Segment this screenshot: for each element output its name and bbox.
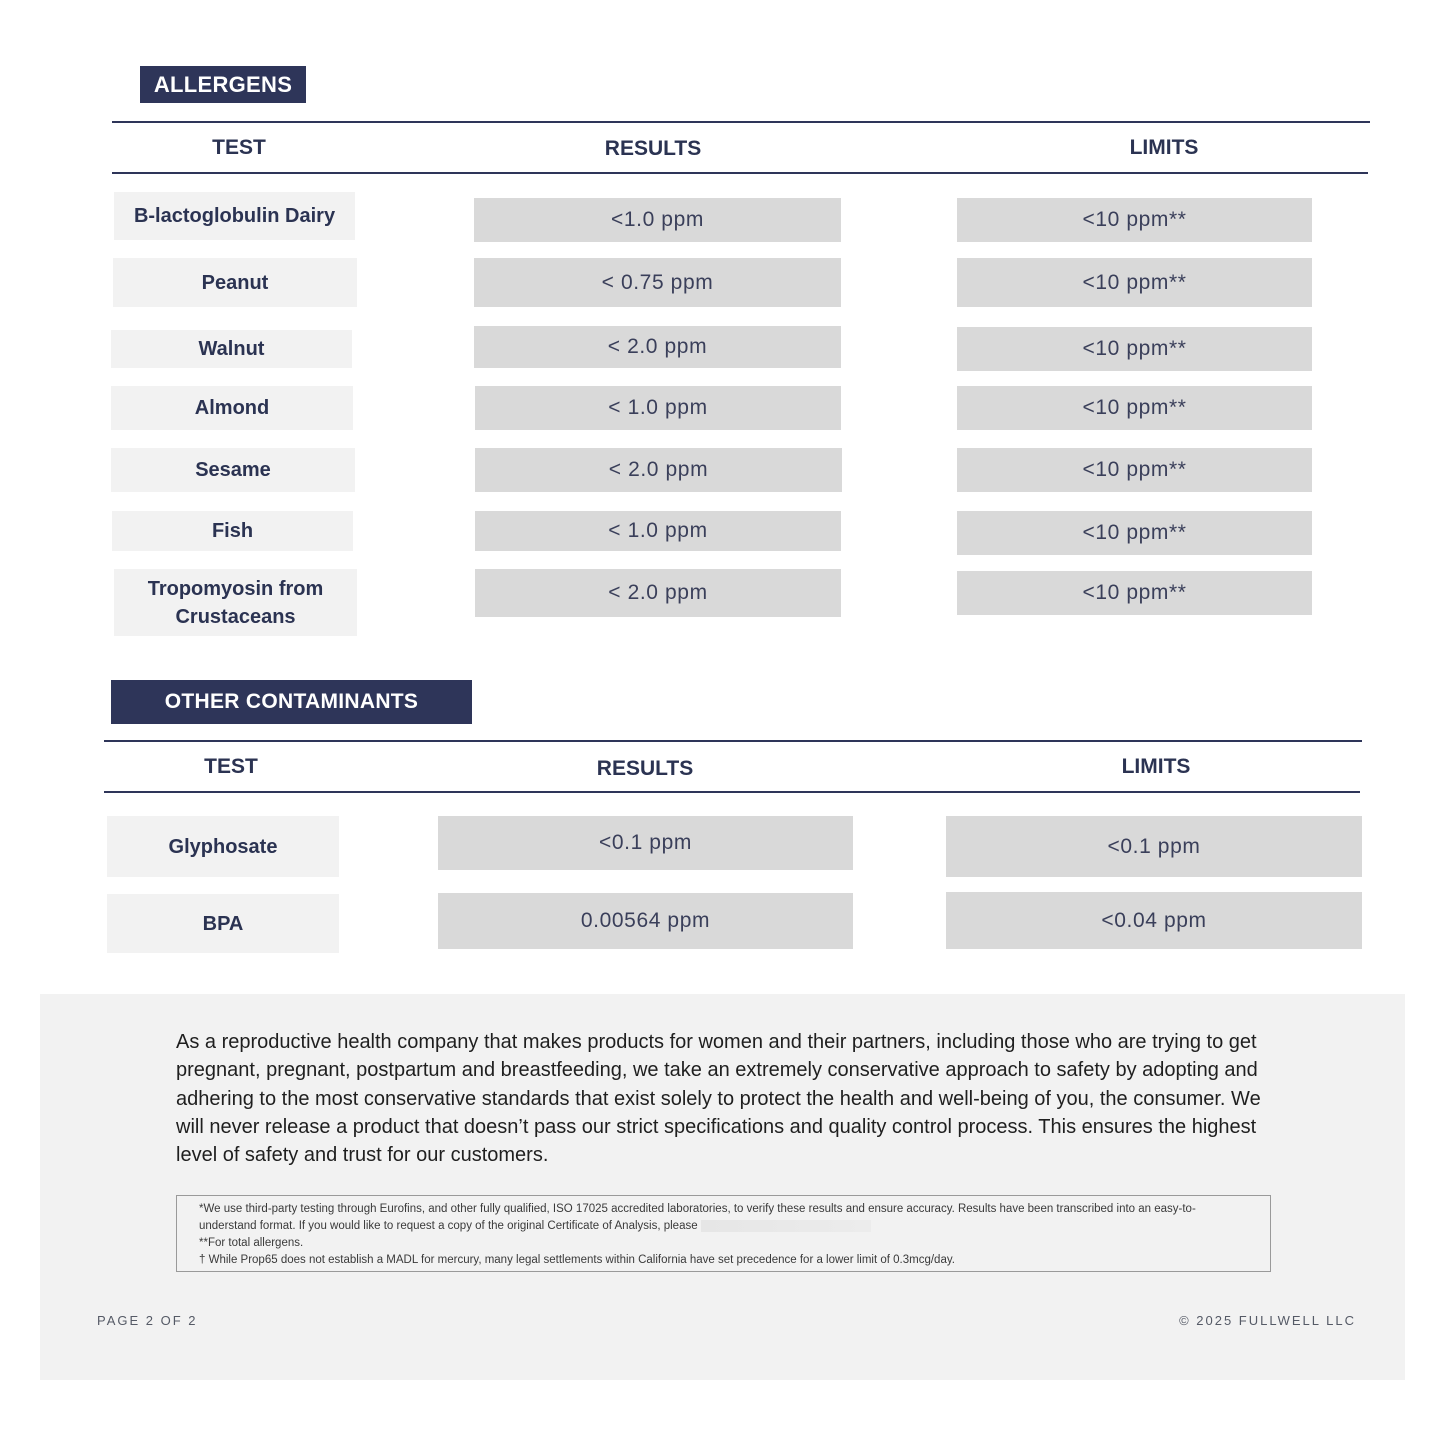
allergen-limit-cell: <10 ppm**	[957, 571, 1312, 615]
page-number: PAGE 2 OF 2	[97, 1313, 198, 1328]
footnotes-box	[176, 1195, 1271, 1272]
contaminant-result-cell: 0.00564 ppm	[438, 893, 853, 949]
allergens-header-top-rule	[112, 121, 1370, 123]
contaminants-header-top-rule	[104, 740, 1362, 742]
allergen-test-cell: Fish	[112, 511, 353, 551]
footnote-allergens: **For total allergens.	[199, 1237, 304, 1249]
allergen-result-cell: < 1.0 ppm	[475, 511, 841, 551]
allergen-limit-cell: <10 ppm**	[957, 198, 1312, 242]
contaminant-test-cell: Glyphosate	[107, 816, 339, 877]
allergens-header-bottom-rule	[112, 172, 1368, 174]
contaminant-result-cell: <0.1 ppm	[438, 816, 853, 870]
allergen-test-cell: Tropomyosin from Crustaceans	[114, 569, 357, 636]
allergen-result-cell: < 0.75 ppm	[474, 258, 841, 307]
contaminants-header-limits: LIMITS	[1121, 755, 1191, 778]
contaminant-test-cell: BPA	[107, 894, 339, 953]
contaminants-section-badge: OTHER CONTAMINANTS	[111, 680, 472, 724]
allergen-test-cell: Peanut	[113, 258, 357, 307]
redacted-contact	[701, 1220, 871, 1232]
allergen-limit-cell: <10 ppm**	[957, 511, 1312, 555]
allergen-test-cell: Sesame	[111, 448, 355, 492]
allergen-result-cell: < 2.0 ppm	[475, 448, 842, 492]
allergen-test-cell: Walnut	[111, 330, 352, 368]
allergen-limit-cell: <10 ppm**	[957, 258, 1312, 307]
contaminants-header-test: TEST	[204, 755, 258, 778]
allergen-result-cell: < 2.0 ppm	[474, 326, 841, 368]
allergen-limit-cell: <10 ppm**	[957, 448, 1312, 492]
allergen-result-cell: < 2.0 ppm	[475, 569, 841, 617]
contaminants-header-results: RESULTS	[596, 757, 694, 780]
contaminant-limit-cell: <0.04 ppm	[946, 892, 1362, 949]
allergen-limit-cell: <10 ppm**	[957, 327, 1312, 371]
allergen-test-cell: B-lactoglobulin Dairy	[114, 192, 355, 240]
safety-statement: As a reproductive health company that makes products for women and their partners, including those who are trying to get pregnant, pregnant, postpartum and breastfeeding, we take an extremely conservative approach to safety by adopting and adhering to the most conservative standards that exist solely to protect the health and well-being of you, the consumer. We will never release a product that doesn’t pass our strict specifications and quality control process. This ensures the highest level of safety and trust for our customers.	[176, 1031, 1261, 1167]
allergen-result-cell: < 1.0 ppm	[475, 386, 841, 430]
allergens-header-test: TEST	[212, 136, 266, 159]
allergens-header-results: RESULTS	[604, 137, 702, 160]
allergen-result-cell: <1.0 ppm	[474, 198, 841, 242]
footnote-testing: *We use third-party testing through Eurofins, and other fully qualified, ISO 17025 accredited laboratories, to verify these results and ensure accuracy. Results have been transcribed into an easy-to-understand format. If you would like to request a copy of the original Certificate of Analysis, please	[199, 1203, 1196, 1232]
allergen-test-cell: Almond	[111, 386, 353, 430]
copyright: © 2025 FULLWELL LLC	[1179, 1313, 1356, 1328]
contaminant-limit-cell: <0.1 ppm	[946, 816, 1362, 877]
allergens-header-limits: LIMITS	[1129, 136, 1199, 159]
allergen-limit-cell: <10 ppm**	[957, 386, 1312, 430]
footnote-prop65: † While Prop65 does not establish a MADL for mercury, many legal settlements within California have set precedence for a lower limit of 0.3mcg/day.	[199, 1254, 955, 1266]
contaminants-header-bottom-rule	[104, 791, 1360, 793]
allergens-section-badge: ALLERGENS	[140, 66, 306, 103]
